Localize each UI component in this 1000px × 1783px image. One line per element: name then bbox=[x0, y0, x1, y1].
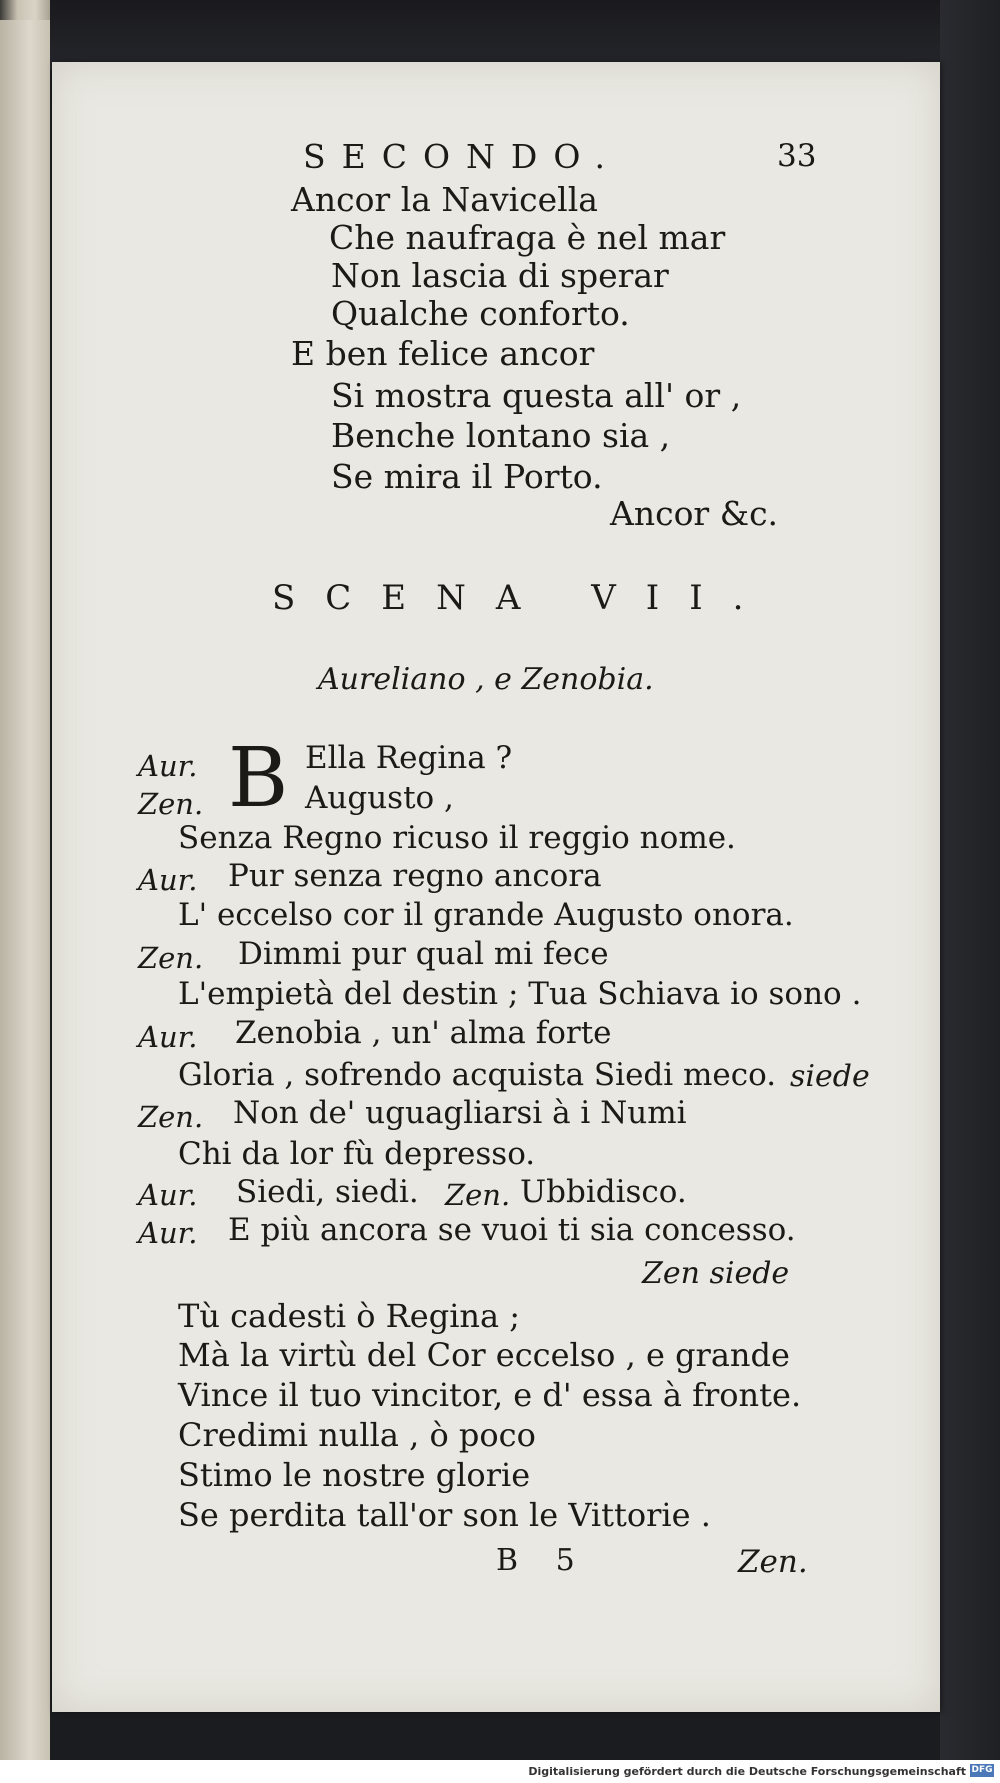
dialogue-line: L' eccelso cor il grande Augusto onora. bbox=[178, 897, 794, 933]
aria-line: Non lascia di sperar bbox=[331, 256, 669, 295]
dialogue-line: Credimi nulla , ò poco bbox=[178, 1416, 536, 1454]
signature-mark: B 5 bbox=[496, 1543, 589, 1578]
aria-line: Ancor &c. bbox=[610, 494, 779, 533]
scene-heading: SCENA VII. bbox=[272, 578, 774, 618]
dialogue-line: E più ancora se vuoi ti sia concesso. bbox=[228, 1212, 796, 1248]
aria-line: Si mostra questa all' or , bbox=[331, 376, 742, 415]
running-head-title: SECONDO. bbox=[303, 137, 621, 176]
stage-direction: siede bbox=[790, 1059, 870, 1094]
catchword: Zen. bbox=[738, 1544, 808, 1580]
dialogue-line: Gloria , sofrendo acquista Siedi meco. bbox=[178, 1057, 777, 1093]
aria-line: Qualche conforto. bbox=[331, 294, 630, 333]
dialogue-line: Se perdita tall'or son le Vittorie . bbox=[178, 1496, 711, 1534]
speaker-label: Aur. bbox=[138, 1178, 198, 1212]
dialogue-line: Non de' uguagliarsi à i Numi bbox=[233, 1095, 687, 1131]
dialogue-line: L'empietà del destin ; Tua Schiava io sono . bbox=[178, 976, 862, 1012]
drop-capital: B bbox=[228, 731, 289, 826]
dialogue-line: Siedi, siedi. bbox=[236, 1174, 419, 1210]
dialogue-line: Stimo le nostre glorie bbox=[178, 1456, 531, 1494]
aria-line: Se mira il Porto. bbox=[331, 457, 603, 496]
speaker-label: Aur. bbox=[138, 1216, 198, 1250]
dialogue-line: Ubbidisco. bbox=[520, 1174, 687, 1210]
aria-line: Ancor la Navicella bbox=[291, 180, 598, 219]
dialogue-line: Dimmi pur qual mi fece bbox=[238, 936, 609, 972]
aria-line: Benche lontano sia , bbox=[331, 416, 671, 455]
dialogue-line: Augusto , bbox=[305, 780, 454, 816]
dialogue-line: Ella Regina ? bbox=[305, 740, 513, 776]
scene-characters: Aureliano , e Zenobia. bbox=[318, 662, 654, 697]
dialogue-line: Chi da lor fù depresso. bbox=[178, 1136, 536, 1172]
speaker-label: Zen. bbox=[445, 1178, 511, 1212]
speaker-label: Aur. bbox=[138, 749, 198, 783]
dialogue-line: Mà la virtù del Cor eccelso , e grande bbox=[178, 1336, 790, 1374]
dialogue-line: Zenobia , un' alma forte bbox=[235, 1015, 612, 1051]
aria-line: E ben felice ancor bbox=[291, 334, 595, 373]
speaker-label: Aur. bbox=[138, 863, 198, 897]
dfg-logo: DFG bbox=[971, 1765, 993, 1775]
aria-line: Che naufraga è nel mar bbox=[329, 218, 726, 257]
dialogue-line: Senza Regno ricuso il reggio nome. bbox=[178, 820, 736, 856]
speaker-label: Zen. bbox=[138, 1100, 204, 1134]
dialogue-line: Vince il tuo vincitor, e d' essa à fronte. bbox=[178, 1376, 802, 1414]
scan-background-right bbox=[940, 0, 1000, 1760]
facing-page bbox=[0, 20, 50, 1760]
stage-direction: Zen siede bbox=[642, 1256, 790, 1291]
speaker-label: Zen. bbox=[138, 941, 204, 975]
page-number: 33 bbox=[777, 138, 817, 174]
digitization-credit: Digitalisierung gefördert durch die Deutsche Forschungsgemeinschaft bbox=[528, 1765, 966, 1778]
scan-background-top bbox=[0, 0, 1000, 70]
speaker-label: Aur. bbox=[138, 1020, 198, 1054]
speaker-label: Zen. bbox=[138, 787, 204, 821]
dialogue-line: Pur senza regno ancora bbox=[228, 858, 602, 894]
dialogue-line: Tù cadesti ò Regina ; bbox=[178, 1297, 521, 1335]
